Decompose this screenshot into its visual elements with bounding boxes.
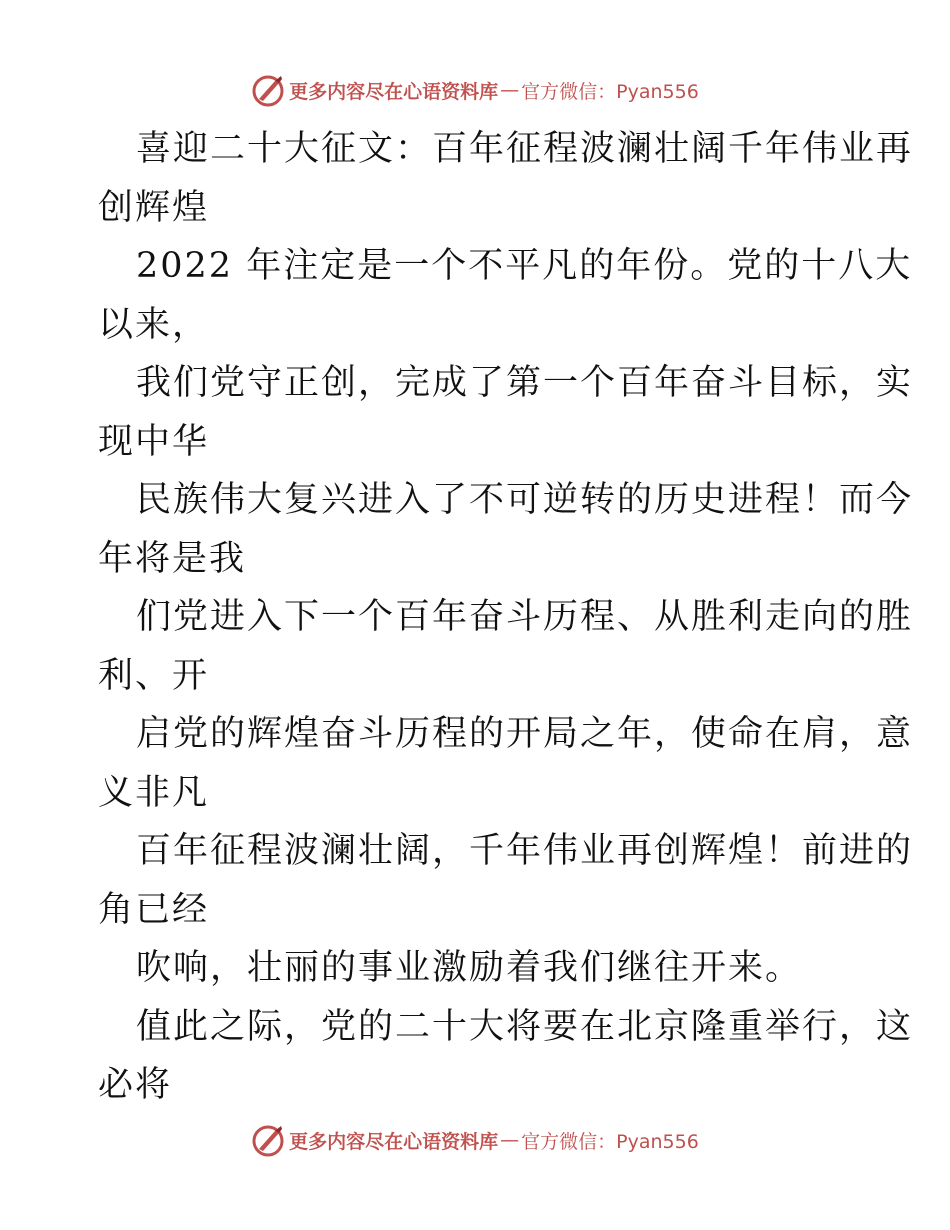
text-line: 角已经 [98,889,210,930]
text-line: 必将 [98,1065,173,1105]
text-line: 启党的辉煌奋斗历程的开局之年，使命在肩，意 [136,714,914,754]
text-line: 利、开 [98,655,210,696]
quill-logo-icon [251,73,285,107]
text-line: 义非凡 [98,772,210,813]
quill-logo-icon [251,1123,285,1157]
text-line: 创辉煌 [98,187,210,228]
text-line: 吹响，壮丽的事业激励着我们继往开来。 [136,948,803,988]
watermark-dash: — [500,79,520,101]
text-line: 2022 年注定是一个不平凡的年份。党的十八大 [136,246,913,286]
watermark-official-id: 官方微信：Pyan556 [521,80,699,103]
text-line: 百年征程波澜壮阔，千年伟业再创辉煌！前进的 [136,831,914,871]
footer-watermark [0,1120,950,1160]
document-body [98,120,914,1115]
text-line: 以来， [98,304,210,345]
watermark-text: 更多内容尽在心语资料库 [289,1130,499,1153]
text-line: 值此之际，党的二十大将要在北京隆重举行，这 [136,1006,914,1047]
text-line: 年将是我 [98,538,247,579]
text-line: 民族伟大复兴进入了不可逆转的历史进程！而今 [136,480,914,520]
text-line: 我们党守正创，完成了第一个百年奋斗目标，实 [136,363,914,403]
text-line: 喜迎二十大征文：百年征程波澜壮阔千年伟业再 [136,129,914,169]
watermark-text: 更多内容尽在心语资料库 [289,80,499,103]
text-line: 现中华 [98,421,210,462]
header-watermark [0,70,950,110]
watermark-dash: — [500,1129,520,1151]
text-line: 们党进入下一个百年奋斗历程、从胜利走向的胜 [136,597,914,637]
watermark-official-id: 官方微信：Pyan556 [521,1130,699,1153]
